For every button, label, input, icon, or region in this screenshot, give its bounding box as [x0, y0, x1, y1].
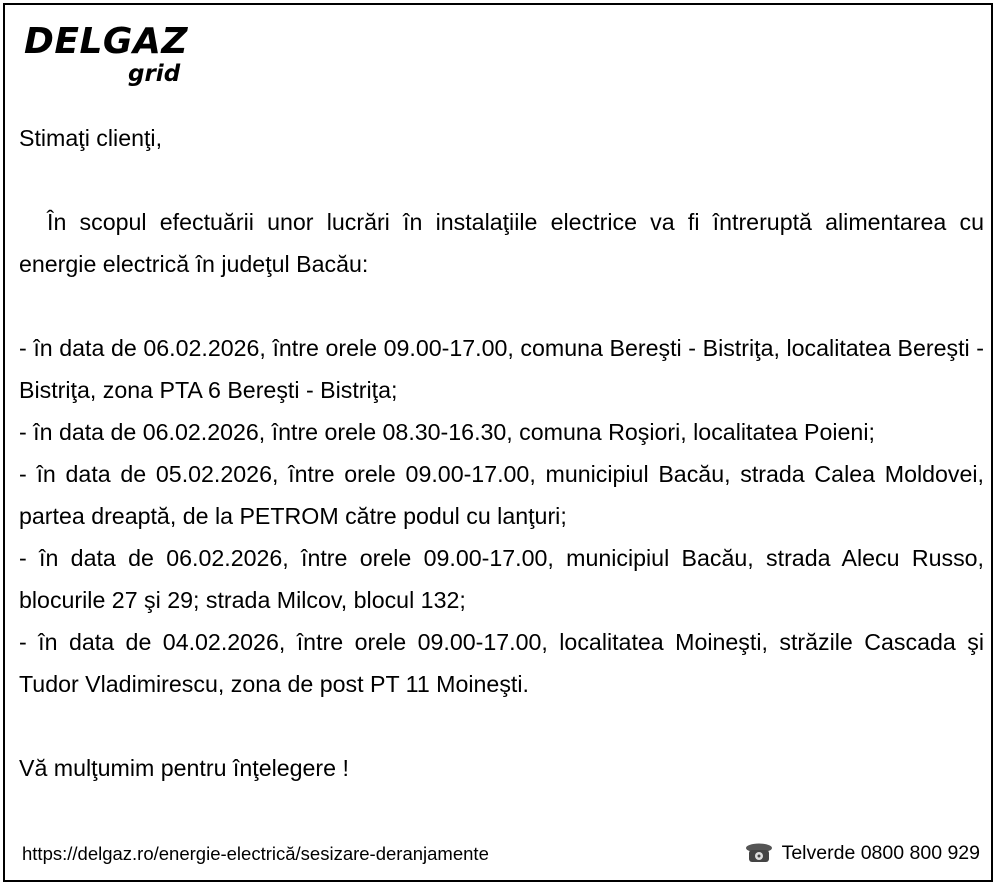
outage-item: - în data de 06.02.2026, între orele 09.00-17.00, comuna Bereşti - Bistriţa, localitatea Bereşti - Bistriţa, zona PTA 6 Bereşti - Bistriţa;: [19, 335, 984, 403]
greeting: Stimaţi clienţi,: [19, 125, 163, 151]
logo-sub-text: grid: [128, 61, 181, 87]
outage-item: - în data de 05.02.2026, între orele 09.00-17.00, municipiul Bacău, strada Calea Moldovei, partea dreaptă, de la PETROM către podul cu lanţuri;: [19, 461, 984, 529]
outage-item: - în data de 06.02.2026, între orele 08.30-16.30, comuna Roşiori, localitatea Poieni;: [19, 419, 875, 445]
phone-label: Telverde 0800 800 929: [781, 842, 980, 864]
footer-url-link[interactable]: https://delgaz.ro/energie-electrică/sesizare-deranjamente: [22, 843, 489, 864]
delgaz-grid-logo: [24, 22, 204, 92]
telephone-icon: [744, 842, 774, 864]
closing-line: Vă mulţumim pentru înţelegere !: [19, 755, 349, 781]
outage-item: - în data de 04.02.2026, între orele 09.00-17.00, localitatea Moineşti, străzile Cascada şi Tudor Vladimirescu, zona de post PT 11 Moineşti.: [19, 629, 984, 697]
outage-item: - în data de 06.02.2026, între orele 09.00-17.00, municipiul Bacău, strada Alecu Russo, blocurile 27 şi 29; strada Milcov, blocul 132;: [19, 545, 984, 613]
intro-paragraph: În scopul efectuării unor lucrări în instalaţiile electrice va fi întreruptă alimentarea cu energie electrică în judeţul Bacău:: [19, 209, 984, 277]
notice-body: [19, 117, 984, 789]
footer-phone: [744, 841, 980, 865]
logo-main-text: DELGAZ: [24, 21, 188, 62]
